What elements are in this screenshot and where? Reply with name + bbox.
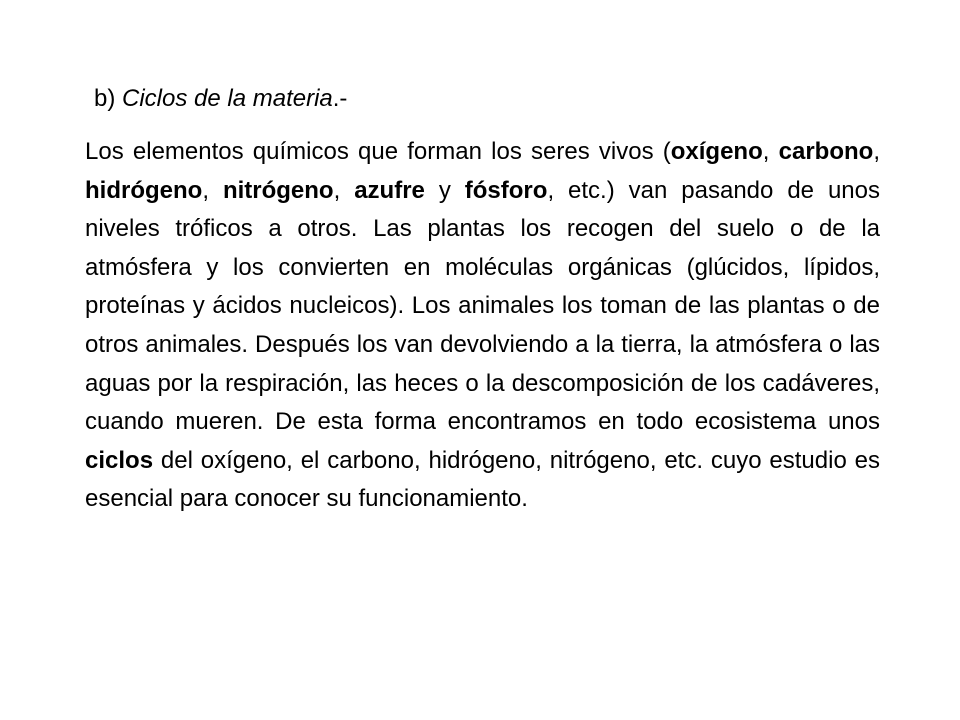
term-nitrogeno: nitrógeno (222, 176, 334, 204)
text-segment: del oxígeno, el carbono, hidrógeno, nitrógeno, etc. cuyo estudio es esencial para conocer su funcionamiento. (85, 446, 880, 513)
text-segment: , (873, 138, 880, 165)
term-carbono: carbono (778, 138, 874, 165)
heading-suffix: .- (332, 85, 348, 112)
section-heading (94, 80, 347, 118)
text-segment: y (424, 176, 465, 204)
term-hidrogeno: hidrógeno (85, 176, 203, 204)
term-azufre: azufre (354, 176, 425, 204)
body-paragraph (85, 133, 880, 519)
heading-prefix: b) (94, 85, 123, 112)
text-segment: , (333, 176, 355, 204)
text-segment: , (762, 138, 779, 165)
term-fosforo: fósforo (464, 176, 548, 204)
term-ciclos: ciclos (85, 446, 154, 474)
heading-title: Ciclos de la materia (122, 85, 333, 112)
text-segment: , etc.) van pasando de unos niveles tróficos a otros. Las plantas los recogen del suelo o de la atmósfera y los convierten en moléculas orgánicas (glúcidos, lípidos, proteínas y ácidos nucleicos). Los animales los toman de las plantas o de otros animales. Después los van devolviendo a la tierra, la atmósfera o las aguas por la respiración, las heces o la descomposición de los cadáveres, cuando mueren. De esta forma encontramos en todo ecosistema unos (85, 176, 880, 436)
text-segment: , (202, 176, 223, 204)
text-segment: Los elementos químicos que forman los seres vivos ( (85, 138, 671, 165)
term-oxigeno: oxígeno (670, 138, 763, 165)
